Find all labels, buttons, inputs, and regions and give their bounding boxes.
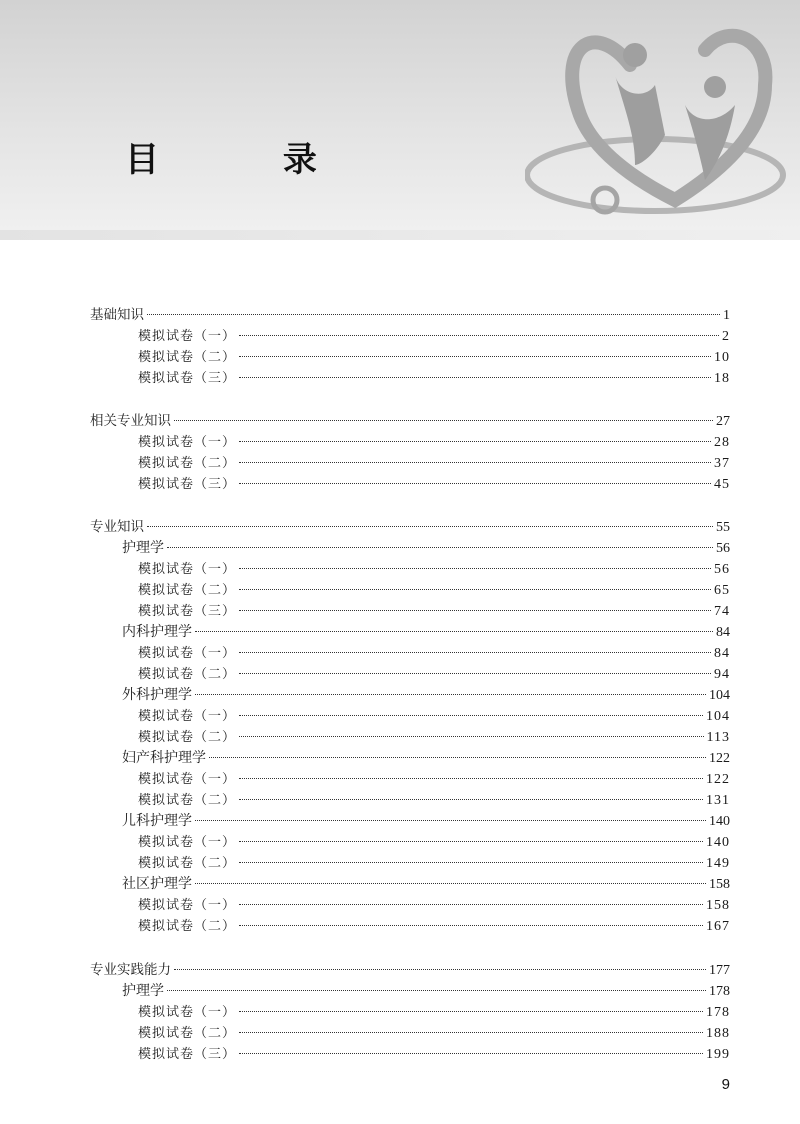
toc-entry[interactable] bbox=[122, 748, 730, 769]
toc-dot-leader bbox=[239, 841, 703, 842]
toc-entry-label: 模拟试卷（一） bbox=[138, 329, 237, 344]
toc-entry-label: 专业实践能力 bbox=[90, 962, 171, 978]
toc-entry-label: 模拟试卷（一） bbox=[138, 646, 237, 661]
toc-entry-label: 模拟试卷（三） bbox=[138, 604, 237, 619]
toc-dot-leader bbox=[147, 314, 720, 315]
toc-dot-leader bbox=[195, 883, 706, 884]
toc-dot-leader bbox=[239, 925, 703, 926]
toc-entry[interactable] bbox=[122, 685, 730, 706]
toc-entry[interactable] bbox=[138, 664, 730, 685]
page-title: 目 录 bbox=[125, 140, 373, 180]
toc-entry-label: 模拟试卷（三） bbox=[138, 1047, 237, 1062]
toc-dot-leader bbox=[195, 631, 713, 632]
toc-entry[interactable] bbox=[122, 981, 730, 1002]
toc-entry[interactable] bbox=[138, 368, 730, 389]
toc-entry-label: 内科护理学 bbox=[122, 624, 192, 640]
toc-entry-page: 18 bbox=[714, 371, 730, 386]
toc-entry-page: 10 bbox=[714, 350, 730, 365]
toc-entry-page: 167 bbox=[706, 919, 730, 934]
toc-dot-leader bbox=[239, 673, 711, 674]
toc-entry[interactable] bbox=[138, 326, 730, 347]
toc-entry-label: 模拟试卷（一） bbox=[138, 772, 237, 787]
toc-entry-label: 模拟试卷（三） bbox=[138, 477, 237, 492]
toc-entry-page: 84 bbox=[714, 646, 730, 661]
toc-entry-label: 模拟试卷（一） bbox=[138, 1005, 237, 1020]
toc-dot-leader bbox=[167, 990, 706, 991]
toc-entry-page: 177 bbox=[709, 963, 730, 978]
toc-entry-page: 113 bbox=[706, 730, 730, 745]
toc-dot-leader bbox=[239, 1032, 703, 1033]
toc-entry[interactable] bbox=[138, 706, 730, 727]
toc-dot-leader bbox=[239, 652, 711, 653]
toc-dot-leader bbox=[239, 568, 711, 569]
toc-dot-leader bbox=[239, 736, 704, 737]
toc-dot-leader bbox=[239, 778, 703, 779]
toc-entry[interactable] bbox=[90, 411, 730, 432]
toc-entry[interactable] bbox=[138, 643, 730, 664]
toc-entry-label: 模拟试卷（二） bbox=[138, 856, 237, 871]
toc-entry[interactable] bbox=[138, 790, 730, 811]
toc-entry-page: 149 bbox=[706, 856, 730, 871]
toc-entry[interactable] bbox=[138, 853, 730, 874]
toc-entry-page: 65 bbox=[714, 583, 730, 598]
toc-entry-label: 模拟试卷（二） bbox=[138, 793, 237, 808]
toc-entry-page: 104 bbox=[706, 709, 730, 724]
toc-entry-label: 社区护理学 bbox=[122, 876, 192, 892]
toc-entry-page: 56 bbox=[714, 562, 730, 577]
toc-dot-leader bbox=[239, 335, 719, 336]
toc-entry-label: 模拟试卷（二） bbox=[138, 350, 237, 365]
toc-entry-page: 28 bbox=[714, 435, 730, 450]
toc-entry-page: 27 bbox=[716, 414, 730, 429]
toc-entry-label: 模拟试卷（二） bbox=[138, 1026, 237, 1041]
toc-dot-leader bbox=[167, 547, 713, 548]
toc-dot-leader bbox=[239, 904, 703, 905]
toc-entry-label: 模拟试卷（一） bbox=[138, 562, 237, 577]
toc-entry-page: 122 bbox=[709, 751, 730, 766]
toc-dot-leader bbox=[209, 757, 706, 758]
toc-entry-page: 158 bbox=[706, 898, 730, 913]
toc-dot-leader bbox=[239, 589, 711, 590]
toc-entry-label: 模拟试卷（二） bbox=[138, 919, 237, 934]
toc-entry-page: 45 bbox=[714, 477, 730, 492]
toc-entry[interactable] bbox=[138, 916, 730, 937]
toc-dot-leader bbox=[239, 483, 711, 484]
toc-entry[interactable] bbox=[138, 601, 730, 622]
toc-entry-label: 模拟试卷（二） bbox=[138, 456, 237, 471]
heart-family-stethoscope-icon bbox=[525, 15, 800, 240]
toc-entry-page: 37 bbox=[714, 456, 730, 471]
toc-dot-leader bbox=[239, 462, 711, 463]
toc-entry-page: 104 bbox=[709, 688, 730, 703]
toc-dot-leader bbox=[195, 694, 706, 695]
toc-entry[interactable] bbox=[90, 960, 730, 981]
toc-entry-label: 基础知识 bbox=[90, 307, 144, 323]
toc-dot-leader bbox=[239, 1011, 703, 1012]
toc-entry[interactable] bbox=[138, 769, 730, 790]
toc-dot-leader bbox=[239, 610, 711, 611]
header-band bbox=[0, 0, 800, 240]
toc-entry-label: 模拟试卷（一） bbox=[138, 435, 237, 450]
page-number: 9 bbox=[721, 1076, 730, 1093]
toc-entry-label: 模拟试卷（二） bbox=[138, 730, 237, 745]
toc-entry-label: 相关专业知识 bbox=[90, 413, 171, 429]
toc-entry[interactable] bbox=[138, 453, 730, 474]
toc-entry-label: 儿科护理学 bbox=[122, 813, 192, 829]
toc-dot-leader bbox=[239, 1053, 703, 1054]
toc-entry[interactable] bbox=[122, 874, 730, 895]
toc-entry-page: 140 bbox=[709, 814, 730, 829]
toc-entry[interactable] bbox=[90, 517, 730, 538]
toc-entry-page: 84 bbox=[716, 625, 730, 640]
toc-entry-page: 2 bbox=[722, 329, 730, 344]
toc-entry[interactable] bbox=[138, 1044, 730, 1065]
toc-dot-leader bbox=[239, 377, 711, 378]
toc-entry[interactable] bbox=[138, 1023, 730, 1044]
toc-dot-leader bbox=[174, 420, 713, 421]
toc-entry-label: 外科护理学 bbox=[122, 687, 192, 703]
toc-entry-label: 专业知识 bbox=[90, 519, 144, 535]
toc-entry-page: 122 bbox=[706, 772, 730, 787]
toc-entry[interactable] bbox=[138, 895, 730, 916]
toc-entry-label: 模拟试卷（一） bbox=[138, 709, 237, 724]
toc-dot-leader bbox=[174, 969, 706, 970]
toc-entry-label: 模拟试卷（三） bbox=[138, 371, 237, 386]
toc-entry[interactable] bbox=[138, 832, 730, 853]
toc-entry-page: 56 bbox=[716, 541, 730, 556]
toc-entry[interactable] bbox=[138, 474, 730, 495]
toc-entry-page: 55 bbox=[716, 520, 730, 535]
toc-entry[interactable] bbox=[138, 1002, 730, 1023]
toc-entry[interactable] bbox=[90, 305, 730, 326]
toc-entry-label: 护理学 bbox=[122, 983, 164, 999]
toc-dot-leader bbox=[147, 526, 713, 527]
toc-entry[interactable] bbox=[138, 347, 730, 368]
toc-entry[interactable] bbox=[138, 727, 730, 748]
toc-entry-page: 178 bbox=[709, 984, 730, 999]
toc-dot-leader bbox=[239, 799, 703, 800]
toc-dot-leader bbox=[239, 715, 703, 716]
toc-entry-page: 199 bbox=[706, 1047, 730, 1062]
toc-entry[interactable] bbox=[122, 811, 730, 832]
toc-entry-label: 护理学 bbox=[122, 540, 164, 556]
toc-entry-label: 妇产科护理学 bbox=[122, 750, 206, 766]
toc-entry-page: 140 bbox=[706, 835, 730, 850]
toc-dot-leader bbox=[239, 862, 703, 863]
toc-entry-page: 1 bbox=[723, 308, 730, 323]
toc-entry[interactable] bbox=[138, 432, 730, 453]
toc-entry-label: 模拟试卷（一） bbox=[138, 835, 237, 850]
toc-entry-page: 74 bbox=[714, 604, 730, 619]
toc-dot-leader bbox=[239, 356, 711, 357]
toc-entry[interactable] bbox=[138, 580, 730, 601]
toc-entry-label: 模拟试卷（二） bbox=[138, 583, 237, 598]
toc-entry-page: 131 bbox=[706, 793, 730, 808]
toc-entry[interactable] bbox=[122, 538, 730, 559]
toc-entry-label: 模拟试卷（二） bbox=[138, 667, 237, 682]
toc-entry[interactable] bbox=[122, 622, 730, 643]
toc-entry-page: 94 bbox=[714, 667, 730, 682]
toc-entry-page: 178 bbox=[706, 1005, 730, 1020]
toc-entry-page: 158 bbox=[709, 877, 730, 892]
toc-entry-page: 188 bbox=[706, 1026, 730, 1041]
toc-dot-leader bbox=[239, 441, 711, 442]
toc-entry[interactable] bbox=[138, 559, 730, 580]
toc-entry-label: 模拟试卷（一） bbox=[138, 898, 237, 913]
toc-dot-leader bbox=[195, 820, 706, 821]
